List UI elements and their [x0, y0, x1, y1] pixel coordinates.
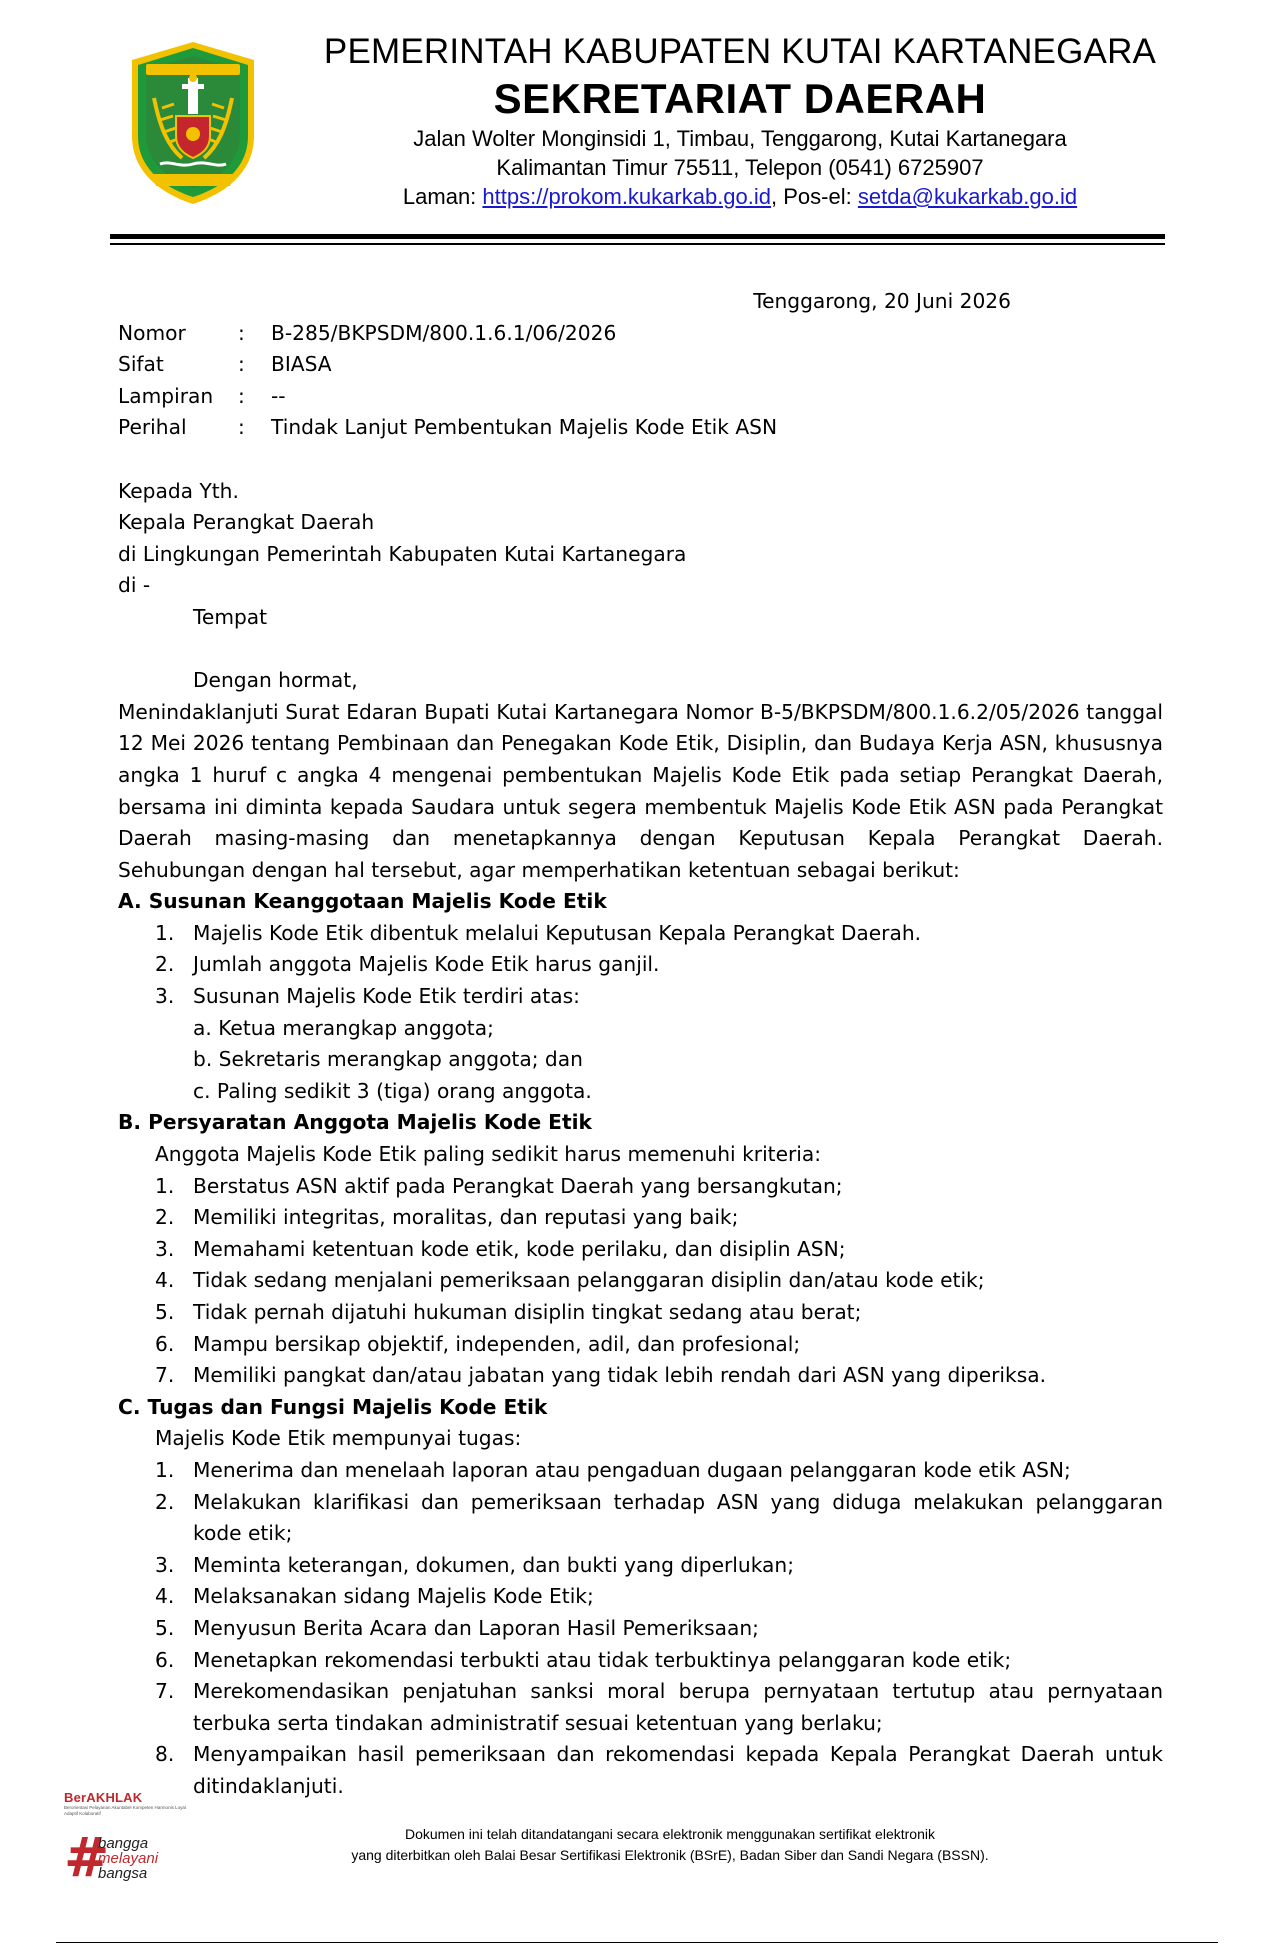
letterhead-divider-thin: [110, 243, 1165, 245]
kutai-kartanegara-emblem-icon: [126, 38, 260, 208]
recipient-line-1: Kepada Yth.: [118, 478, 239, 503]
meta-value: Tindak Lanjut Pembentukan Majelis Kode Etik ASN: [271, 415, 778, 440]
hashtag-icon: #: [64, 1826, 110, 1889]
meta-value: B-285/BKPSDM/800.1.6.1/06/2026: [271, 320, 617, 345]
section-c-title: C. Tugas dan Fungsi Majelis Kode Etik: [118, 1394, 548, 1419]
meta-label: Perihal: [118, 415, 187, 440]
spacer: [118, 444, 1163, 476]
list-number: 7.: [155, 1363, 175, 1388]
list-number: 2.: [155, 1205, 175, 1230]
list-number: 3.: [155, 1552, 175, 1577]
list-text: Majelis Kode Etik dibentuk melalui Keputusan Kepala Perangkat Daerah.: [193, 920, 922, 945]
berakhlak-title: BerAKHLAK: [64, 1790, 143, 1805]
list-text: Tidak pernah dijatuhi hukuman disiplin tingkat sedang atau berat;: [193, 1300, 862, 1324]
list-number: 5.: [155, 1300, 175, 1324]
list-item: [118, 1550, 1163, 1582]
bangga-melayani-bangsa-logo: [64, 1826, 194, 1890]
list-item: [118, 1487, 1163, 1550]
berakhlak-subtitle: Berorientasi Pelayanan Akuntabel Kompeten Harmonis Loyal Adaptif Kolaboratif: [64, 1805, 186, 1816]
list-number: 1.: [155, 920, 175, 945]
letterhead-divider-thick: [110, 234, 1165, 239]
list-text: Memiliki integritas, moralitas, dan reputasi yang baik;: [193, 1205, 739, 1230]
list-text: Menyusun Berita Acara dan Laporan Hasil Pemeriksaan;: [193, 1615, 759, 1640]
website-link[interactable]: https://prokom.kukarkab.go.id: [482, 184, 772, 209]
e-signature-line-1: Dokumen ini telah ditandatangani secara elektronik menggunakan sertifikat elektronik: [405, 1826, 935, 1842]
meta-row-sifat: [118, 349, 1163, 381]
list-number: 1.: [155, 1457, 175, 1482]
place-date: Tenggarong, 20 Juni 2026: [753, 289, 1011, 313]
list-text: Melakukan klarifikasi dan pemeriksaan terhadap ASN yang diduga melakukan pelanggaran kode etik;: [193, 1489, 1163, 1546]
recipient-line-2: Kepala Perangkat Daerah: [118, 510, 375, 535]
list-number: 5.: [155, 1615, 175, 1640]
footer-divider: [56, 1942, 1218, 1943]
list-text: Melaksanakan sidang Majelis Kode Etik;: [193, 1584, 594, 1609]
list-item: [118, 1329, 1163, 1361]
list-text: Jumlah anggota Majelis Kode Etik harus ganjil.: [193, 952, 660, 977]
opening-paragraph: Menindaklanjuti Surat Edaran Bupati Kutai Kartanegara Nomor B-5/BKPSDM/800.1.6.2/05/2026 tanggal 12 Mei 2026 tentang Pembinaan dan Penegakan Kode Etik, Disiplin, dan Budaya Kerja ASN, khususnya angka 1 huruf c angka 4 mengenai pembentukan Majelis Kode Etik pada setiap Perangkat Daerah, bersama ini diminta kepada Saudara untuk segera membentuk Majelis Kode Etik ASN pada Perangkat Daerah masing-masing dan menetapkannya dengan Keputusan Kepala Perangkat Daerah. Sehubungan dengan hal tersebut, agar memperhatikan ketentuan sebagai berikut:: [118, 699, 1163, 882]
address-line-1: Jalan Wolter Monginsidi 1, Timbau, Tenggarong, Kutai Kartanegara: [413, 126, 1067, 151]
list-number: 8.: [155, 1742, 175, 1767]
list-number: 7.: [155, 1679, 175, 1704]
list-number: 6.: [155, 1647, 175, 1672]
list-text: Menetapkan rekomendasi terbukti atau tidak terbuktinya pelanggaran kode etik;: [193, 1647, 1012, 1672]
meta-label: Lampiran: [118, 383, 214, 408]
sub-list-item: a. Ketua merangkap anggota;: [193, 1015, 494, 1040]
tagline-word-3: bangsa: [98, 1865, 148, 1882]
tagline-word-2: melayani: [98, 1850, 159, 1867]
meta-value: --: [271, 383, 286, 408]
government-name: PEMERINTAH KABUPATEN KUTAI KARTANEGARA: [323, 32, 1157, 71]
list-item: [118, 1297, 1163, 1329]
recipient-line-4: di -: [118, 573, 151, 598]
sub-list-item: b. Sekretaris merangkap anggota; dan: [193, 1047, 583, 1072]
list-text: Merekomendasikan penjatuhan sanksi moral berupa pernyataan tertutup atau pernyataan terbuka serta tindakan administratif sesuai ketentuan yang berlaku;: [193, 1679, 1163, 1735]
list-item: [118, 1645, 1163, 1677]
section-b-intro: Anggota Majelis Kode Etik paling sedikit harus memenuhi kriteria:: [155, 1142, 822, 1167]
meta-row-nomor: [118, 318, 1163, 350]
greeting: Dengan hormat,: [193, 668, 358, 693]
list-item: [118, 918, 1163, 950]
tagline-word-1: bangga: [98, 1835, 149, 1852]
meta-value: BIASA: [271, 352, 332, 377]
list-item: [118, 1739, 1163, 1802]
list-text: Memiliki pangkat dan/atau jabatan yang tidak lebih rendah dari ASN yang diperiksa.: [193, 1363, 1047, 1388]
list-item: [118, 1202, 1163, 1234]
list-item: [118, 981, 1163, 1013]
list-number: 3.: [155, 1236, 175, 1261]
recipient-line-5: Tempat: [193, 604, 268, 629]
list-number: 3.: [155, 984, 175, 1009]
meta-colon: :: [238, 383, 245, 408]
office-name: SEKRETARIAT DAERAH: [493, 75, 987, 122]
sub-list-item: c. Paling sedikit 3 (tiga) orang anggota.: [193, 1078, 592, 1103]
email-label: , Pos-el:: [771, 184, 852, 209]
tagline: [98, 1836, 158, 1881]
spacer: [118, 634, 1163, 666]
meta-row-perihal: [118, 412, 1163, 444]
e-signature-line-2: yang diterbitkan oleh Balai Besar Sertifikasi Elektronik (BSrE), Badan Siber dan Sandi Negara (BSSN).: [351, 1847, 989, 1863]
meta-label: Nomor: [118, 320, 186, 345]
list-text: Berstatus ASN aktif pada Perangkat Daerah yang bersangkutan;: [193, 1173, 843, 1198]
list-item: [118, 1171, 1163, 1203]
list-item: [118, 1676, 1163, 1739]
section-c-intro: Majelis Kode Etik mempunyai tugas:: [155, 1426, 522, 1451]
list-number: 1.: [155, 1173, 175, 1198]
list-number: 4.: [155, 1584, 175, 1609]
list-number: 2.: [155, 1489, 175, 1514]
contact-line: [270, 182, 1210, 211]
meta-colon: :: [238, 352, 245, 377]
list-text: Tidak sedang menjalani pemeriksaan pelanggaran disiplin dan/atau kode etik;: [193, 1268, 985, 1293]
web-label: Laman:: [402, 184, 477, 209]
list-text: Menyampaikan hasil pemeriksaan dan rekomendasi kepada Kepala Perangkat Daerah untuk ditindaklanjuti.: [193, 1742, 1163, 1798]
list-number: 2.: [155, 952, 175, 977]
meta-row-lampiran: [118, 381, 1163, 413]
list-text: Meminta keterangan, dokumen, dan bukti yang diperlukan;: [193, 1552, 795, 1577]
section-b-title: B. Persyaratan Anggota Majelis Kode Etik: [118, 1110, 592, 1135]
letter-body: [118, 286, 1163, 1803]
list-item: [118, 1613, 1163, 1645]
list-text: Menerima dan menelaah laporan atau pengaduan dugaan pelanggaran kode etik ASN;: [193, 1457, 1071, 1482]
list-text: Susunan Majelis Kode Etik terdiri atas:: [193, 984, 580, 1009]
address-line-2: Kalimantan Timur 75511, Telepon (0541) 6725907: [496, 155, 984, 180]
list-item: [118, 1360, 1163, 1392]
list-number: 4.: [155, 1268, 175, 1293]
list-item: [118, 1234, 1163, 1266]
recipient-line-3: di Lingkungan Pemerintah Kabupaten Kutai Kartanegara: [118, 541, 687, 566]
list-item: [118, 1455, 1163, 1487]
list-text: Memahami ketentuan kode etik, kode perilaku, dan disiplin ASN;: [193, 1236, 846, 1261]
list-number: 6.: [155, 1331, 175, 1356]
e-signature-note: [210, 1824, 1130, 1866]
list-item: [118, 1581, 1163, 1613]
list-item: [118, 1265, 1163, 1297]
list-text: Mampu bersikap objektif, independen, adil, dan profesional;: [193, 1331, 801, 1356]
email-link[interactable]: setda@kukarkab.go.id: [857, 184, 1078, 209]
berakhlak-logo: [64, 1790, 194, 1920]
list-item: [118, 949, 1163, 981]
meta-colon: :: [238, 415, 245, 440]
meta-label: Sifat: [118, 352, 164, 377]
meta-colon: :: [238, 320, 245, 345]
section-a-title: A. Susunan Keanggotaan Majelis Kode Etik: [118, 889, 607, 914]
letterhead: [270, 30, 1210, 211]
